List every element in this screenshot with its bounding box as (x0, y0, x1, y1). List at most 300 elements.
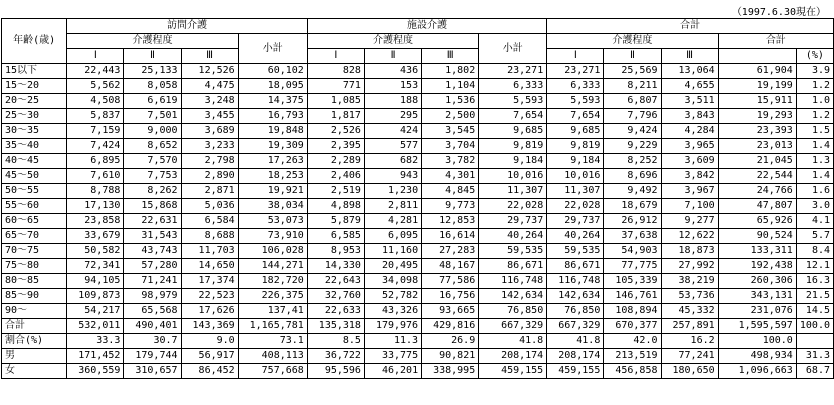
value-cell: 180,650 (661, 364, 718, 379)
percent-header: (%) (796, 49, 833, 64)
value-cell: 40,264 (547, 229, 604, 244)
value-cell: 76,850 (479, 304, 547, 319)
age-cell: 45～50 (2, 169, 67, 184)
age-cell: 60～65 (2, 214, 67, 229)
value-cell: 108,894 (604, 304, 661, 319)
value-cell: 16.2 (661, 334, 718, 349)
value-cell: 3,704 (422, 139, 479, 154)
value-cell: 6,584 (181, 214, 238, 229)
level-3-header: Ⅲ (181, 49, 238, 64)
value-cell: 8.4 (796, 244, 833, 259)
value-cell: 8,652 (124, 139, 181, 154)
value-cell (796, 334, 833, 349)
value-cell: 137,41 (238, 304, 307, 319)
value-cell: 22,643 (307, 274, 364, 289)
table-row (2, 79, 834, 94)
table-row (2, 214, 834, 229)
value-cell: 16,793 (238, 109, 307, 124)
value-cell: 3.9 (796, 64, 833, 79)
value-cell: 22,443 (67, 64, 124, 79)
value-cell: 94,105 (67, 274, 124, 289)
value-cell: 142,634 (479, 289, 547, 304)
value-cell: 68.7 (796, 364, 833, 379)
age-cell: 90～ (2, 304, 67, 319)
value-cell: 577 (364, 139, 421, 154)
value-cell: 133,311 (718, 244, 796, 259)
value-cell: 19,848 (238, 124, 307, 139)
value-cell: 2,395 (307, 139, 364, 154)
value-cell: 33,679 (67, 229, 124, 244)
value-cell: 52,782 (364, 289, 421, 304)
value-cell: 8,688 (181, 229, 238, 244)
value-cell: 1,595,597 (718, 319, 796, 334)
age-cell: 15～20 (2, 79, 67, 94)
value-cell: 9,184 (479, 154, 547, 169)
age-cell: 割合(%) (2, 334, 67, 349)
value-cell: 2,798 (181, 154, 238, 169)
value-cell: 22,544 (718, 169, 796, 184)
header-row-2 (2, 34, 834, 49)
value-cell: 7,654 (479, 109, 547, 124)
value-cell: 7,654 (547, 109, 604, 124)
value-cell: 2,890 (181, 169, 238, 184)
value-cell: 27,283 (422, 244, 479, 259)
table-row (2, 229, 834, 244)
value-cell: 6,333 (479, 79, 547, 94)
value-cell: 179,744 (124, 349, 181, 364)
age-cell: 15以下 (2, 64, 67, 79)
table-row (2, 274, 834, 289)
value-cell: 13,064 (661, 64, 718, 79)
value-cell: 38,219 (661, 274, 718, 289)
table-row (2, 124, 834, 139)
value-cell: 7,100 (661, 199, 718, 214)
value-cell: 11.3 (364, 334, 421, 349)
table-row (2, 94, 834, 109)
value-cell: 15,911 (718, 94, 796, 109)
value-cell: 42.0 (604, 334, 661, 349)
value-cell: 4,475 (181, 79, 238, 94)
value-cell: 15,868 (124, 199, 181, 214)
value-cell: 1,817 (307, 109, 364, 124)
value-cell: 208,174 (547, 349, 604, 364)
value-cell: 11,307 (479, 184, 547, 199)
value-cell: 95,596 (307, 364, 364, 379)
value-cell: 1.3 (796, 154, 833, 169)
value-cell: 77,775 (604, 259, 661, 274)
value-cell: 1,104 (422, 79, 479, 94)
value-cell: 106,028 (238, 244, 307, 259)
value-cell: 100.0 (718, 334, 796, 349)
value-cell: 1.2 (796, 109, 833, 124)
value-cell: 142,634 (547, 289, 604, 304)
value-cell: 1.2 (796, 79, 833, 94)
value-cell: 360,559 (67, 364, 124, 379)
value-cell: 47,807 (718, 199, 796, 214)
value-cell: 22,028 (547, 199, 604, 214)
value-cell: 72,341 (67, 259, 124, 274)
value-cell: 3,233 (181, 139, 238, 154)
value-cell: 31,543 (124, 229, 181, 244)
value-cell: 105,339 (604, 274, 661, 289)
value-cell: 1,096,663 (718, 364, 796, 379)
value-cell: 18,679 (604, 199, 661, 214)
value-cell: 1,165,781 (238, 319, 307, 334)
value-cell: 3.0 (796, 199, 833, 214)
care-statistics-table (1, 18, 834, 379)
value-cell: 295 (364, 109, 421, 124)
value-cell: 16.3 (796, 274, 833, 289)
value-cell: 11,160 (364, 244, 421, 259)
value-cell: 9,819 (479, 139, 547, 154)
value-cell: 59,535 (479, 244, 547, 259)
level-2-header: Ⅱ (604, 49, 661, 64)
table-row (2, 259, 834, 274)
value-cell: 4,281 (364, 214, 421, 229)
value-cell: 1.0 (796, 94, 833, 109)
value-cell: 4.1 (796, 214, 833, 229)
value-cell: 2,871 (181, 184, 238, 199)
level-3-header: Ⅲ (661, 49, 718, 64)
value-cell: 2,289 (307, 154, 364, 169)
table-row (2, 169, 834, 184)
value-cell: 38,034 (238, 199, 307, 214)
value-cell: 9,492 (604, 184, 661, 199)
table-row (2, 109, 834, 124)
value-cell: 7,753 (124, 169, 181, 184)
table-row (2, 199, 834, 214)
header-row-3 (2, 49, 834, 64)
value-cell: 50,582 (67, 244, 124, 259)
value-cell: 8,211 (604, 79, 661, 94)
value-cell: 21.5 (796, 289, 833, 304)
value-cell: 532,011 (67, 319, 124, 334)
value-cell: 100.0 (796, 319, 833, 334)
value-cell: 59,535 (547, 244, 604, 259)
value-cell: 1.6 (796, 184, 833, 199)
value-cell: 77,586 (422, 274, 479, 289)
value-cell: 14,375 (238, 94, 307, 109)
value-cell: 61,904 (718, 64, 796, 79)
value-cell: 2,406 (307, 169, 364, 184)
value-cell: 56,917 (181, 349, 238, 364)
age-cell: 80～85 (2, 274, 67, 289)
group-header-facility-care: 施設介護 (307, 19, 546, 34)
value-cell: 4,284 (661, 124, 718, 139)
value-cell: 9,000 (124, 124, 181, 139)
value-cell: 179,976 (364, 319, 421, 334)
value-cell: 73.1 (238, 334, 307, 349)
summary-rows (2, 319, 834, 379)
age-cell: 70～75 (2, 244, 67, 259)
value-cell: 3,782 (422, 154, 479, 169)
value-cell: 7,501 (124, 109, 181, 124)
level-header: 介護程度 (67, 34, 238, 49)
value-cell: 41.8 (547, 334, 604, 349)
value-cell: 19,309 (238, 139, 307, 154)
age-cell: 25～30 (2, 109, 67, 124)
value-cell: 3,843 (661, 109, 718, 124)
value-cell: 77,241 (661, 349, 718, 364)
value-cell: 98,979 (124, 289, 181, 304)
value-cell: 3,965 (661, 139, 718, 154)
value-cell: 26,912 (604, 214, 661, 229)
value-cell: 90,821 (422, 349, 479, 364)
value-cell: 4,845 (422, 184, 479, 199)
value-cell: 9,424 (604, 124, 661, 139)
value-cell: 27,992 (661, 259, 718, 274)
age-cell: 合計 (2, 319, 67, 334)
value-cell: 429,816 (422, 319, 479, 334)
value-cell: 144,271 (238, 259, 307, 274)
value-cell: 143,369 (181, 319, 238, 334)
value-cell: 18,873 (661, 244, 718, 259)
value-cell: 1.4 (796, 169, 833, 184)
level-2-header: Ⅱ (364, 49, 421, 64)
value-cell: 828 (307, 64, 364, 79)
age-cell: 65～70 (2, 229, 67, 244)
value-cell: 32,760 (307, 289, 364, 304)
value-cell: 24,766 (718, 184, 796, 199)
table-row (2, 184, 834, 199)
value-cell: 116,748 (479, 274, 547, 289)
value-cell: 86,671 (547, 259, 604, 274)
value-cell: 4,508 (67, 94, 124, 109)
value-cell: 16,614 (422, 229, 479, 244)
value-cell: 2,500 (422, 109, 479, 124)
age-cell: 40～45 (2, 154, 67, 169)
age-cell: 男 (2, 349, 67, 364)
table-row (2, 244, 834, 259)
table-row (2, 154, 834, 169)
level-1-header: Ⅰ (67, 49, 124, 64)
date-note: （1997.6.30現在） (731, 7, 826, 18)
value-cell: 14.5 (796, 304, 833, 319)
summary-row (2, 349, 834, 364)
value-cell: 5,562 (67, 79, 124, 94)
age-cell: 20～25 (2, 94, 67, 109)
value-cell: 53,073 (238, 214, 307, 229)
value-cell: 4,301 (422, 169, 479, 184)
level-2-header: Ⅱ (124, 49, 181, 64)
value-cell: 12,526 (181, 64, 238, 79)
table-row (2, 64, 834, 79)
value-cell: 17,263 (238, 154, 307, 169)
value-cell: 6,095 (364, 229, 421, 244)
value-cell: 4,898 (307, 199, 364, 214)
value-cell: 36,722 (307, 349, 364, 364)
age-cell: 30～35 (2, 124, 67, 139)
age-cell: 85～90 (2, 289, 67, 304)
value-cell: 12,853 (422, 214, 479, 229)
value-cell: 1,230 (364, 184, 421, 199)
value-cell: 19,199 (718, 79, 796, 94)
value-cell: 757,668 (238, 364, 307, 379)
value-cell: 46,201 (364, 364, 421, 379)
value-cell: 3,609 (661, 154, 718, 169)
value-cell: 4,655 (661, 79, 718, 94)
value-cell: 11,703 (181, 244, 238, 259)
value-cell: 8,058 (124, 79, 181, 94)
value-cell: 86,671 (479, 259, 547, 274)
value-cell: 17,130 (67, 199, 124, 214)
value-cell: 90,524 (718, 229, 796, 244)
value-cell: 40,264 (479, 229, 547, 244)
value-cell: 8,696 (604, 169, 661, 184)
value-cell: 171,452 (67, 349, 124, 364)
value-cell: 18,253 (238, 169, 307, 184)
value-cell: 3,455 (181, 109, 238, 124)
value-cell: 3,248 (181, 94, 238, 109)
value-cell: 37,638 (604, 229, 661, 244)
value-cell: 310,657 (124, 364, 181, 379)
value-cell: 9,685 (479, 124, 547, 139)
value-cell: 86,452 (181, 364, 238, 379)
subtotal-header: 小計 (479, 34, 547, 64)
value-cell: 109,873 (67, 289, 124, 304)
level-3-header: Ⅲ (422, 49, 479, 64)
value-cell: 54,903 (604, 244, 661, 259)
value-cell: 3,545 (422, 124, 479, 139)
value-cell: 43,326 (364, 304, 421, 319)
value-cell: 16,756 (422, 289, 479, 304)
value-cell: 459,155 (547, 364, 604, 379)
value-cell: 226,375 (238, 289, 307, 304)
value-cell: 456,858 (604, 364, 661, 379)
group-header-total: 合計 (547, 19, 834, 34)
value-cell: 73,910 (238, 229, 307, 244)
value-cell: 135,318 (307, 319, 364, 334)
value-cell: 6,895 (67, 154, 124, 169)
total-blank-cell (718, 49, 796, 64)
value-cell: 153 (364, 79, 421, 94)
value-cell: 53,736 (661, 289, 718, 304)
value-cell: 192,438 (718, 259, 796, 274)
value-cell: 2,526 (307, 124, 364, 139)
value-cell: 54,217 (67, 304, 124, 319)
value-cell: 17,374 (181, 274, 238, 289)
value-cell: 9,229 (604, 139, 661, 154)
value-cell: 48,167 (422, 259, 479, 274)
total-header: 合計 (718, 34, 833, 49)
value-cell: 943 (364, 169, 421, 184)
value-cell: 23,393 (718, 124, 796, 139)
age-cell: 女 (2, 364, 67, 379)
value-cell: 1.4 (796, 139, 833, 154)
value-cell: 459,155 (479, 364, 547, 379)
value-cell: 34,098 (364, 274, 421, 289)
value-cell: 22,631 (124, 214, 181, 229)
value-cell: 6,807 (604, 94, 661, 109)
value-cell: 25,569 (604, 64, 661, 79)
value-cell: 667,329 (479, 319, 547, 334)
value-cell: 7,159 (67, 124, 124, 139)
level-1-header: Ⅰ (547, 49, 604, 64)
value-cell: 9,773 (422, 199, 479, 214)
value-cell: 7,610 (67, 169, 124, 184)
value-cell: 23,271 (479, 64, 547, 79)
table-row (2, 139, 834, 154)
value-cell: 1,802 (422, 64, 479, 79)
value-cell: 408,113 (238, 349, 307, 364)
value-cell: 29,737 (479, 214, 547, 229)
value-cell: 3,842 (661, 169, 718, 184)
value-cell: 146,761 (604, 289, 661, 304)
value-cell: 116,748 (547, 274, 604, 289)
value-cell: 260,306 (718, 274, 796, 289)
value-cell: 22,028 (479, 199, 547, 214)
value-cell: 43,743 (124, 244, 181, 259)
group-header-home-care: 訪問介護 (67, 19, 308, 34)
value-cell: 22,633 (307, 304, 364, 319)
value-cell: 8,788 (67, 184, 124, 199)
value-cell: 45,332 (661, 304, 718, 319)
value-cell: 424 (364, 124, 421, 139)
value-cell: 41.8 (479, 334, 547, 349)
value-cell: 188 (364, 94, 421, 109)
value-cell: 667,329 (547, 319, 604, 334)
value-cell: 33.3 (67, 334, 124, 349)
value-cell: 23,013 (718, 139, 796, 154)
value-cell: 7,424 (67, 139, 124, 154)
value-cell: 33,775 (364, 349, 421, 364)
value-cell: 71,241 (124, 274, 181, 289)
value-cell: 7,796 (604, 109, 661, 124)
value-cell: 8,252 (604, 154, 661, 169)
value-cell: 5,879 (307, 214, 364, 229)
value-cell: 213,519 (604, 349, 661, 364)
value-cell: 343,131 (718, 289, 796, 304)
value-cell: 771 (307, 79, 364, 94)
value-cell: 10,016 (547, 169, 604, 184)
value-cell: 23,858 (67, 214, 124, 229)
value-cell: 6,619 (124, 94, 181, 109)
value-cell: 5,593 (479, 94, 547, 109)
value-cell: 9,184 (547, 154, 604, 169)
value-cell: 12,622 (661, 229, 718, 244)
value-cell: 682 (364, 154, 421, 169)
value-cell: 7,570 (124, 154, 181, 169)
value-cell: 22,523 (181, 289, 238, 304)
age-cell: 55～60 (2, 199, 67, 214)
value-cell: 3,967 (661, 184, 718, 199)
table-row (2, 304, 834, 319)
value-cell: 65,568 (124, 304, 181, 319)
header-row-1 (2, 19, 834, 34)
value-cell: 5,593 (547, 94, 604, 109)
summary-row (2, 364, 834, 379)
value-cell: 65,926 (718, 214, 796, 229)
value-cell: 9,685 (547, 124, 604, 139)
value-cell: 76,850 (547, 304, 604, 319)
value-cell: 1,536 (422, 94, 479, 109)
subtotal-header: 小計 (238, 34, 307, 64)
value-cell: 14,650 (181, 259, 238, 274)
value-cell: 11,307 (547, 184, 604, 199)
value-cell: 490,401 (124, 319, 181, 334)
age-header: 年齢(歳) (2, 19, 67, 64)
summary-row (2, 319, 834, 334)
value-cell: 9,277 (661, 214, 718, 229)
value-cell: 2,519 (307, 184, 364, 199)
value-cell: 57,280 (124, 259, 181, 274)
value-cell: 1.5 (796, 124, 833, 139)
value-cell: 93,665 (422, 304, 479, 319)
value-cell: 670,377 (604, 319, 661, 334)
value-cell: 9,819 (547, 139, 604, 154)
summary-row (2, 334, 834, 349)
value-cell: 31.3 (796, 349, 833, 364)
